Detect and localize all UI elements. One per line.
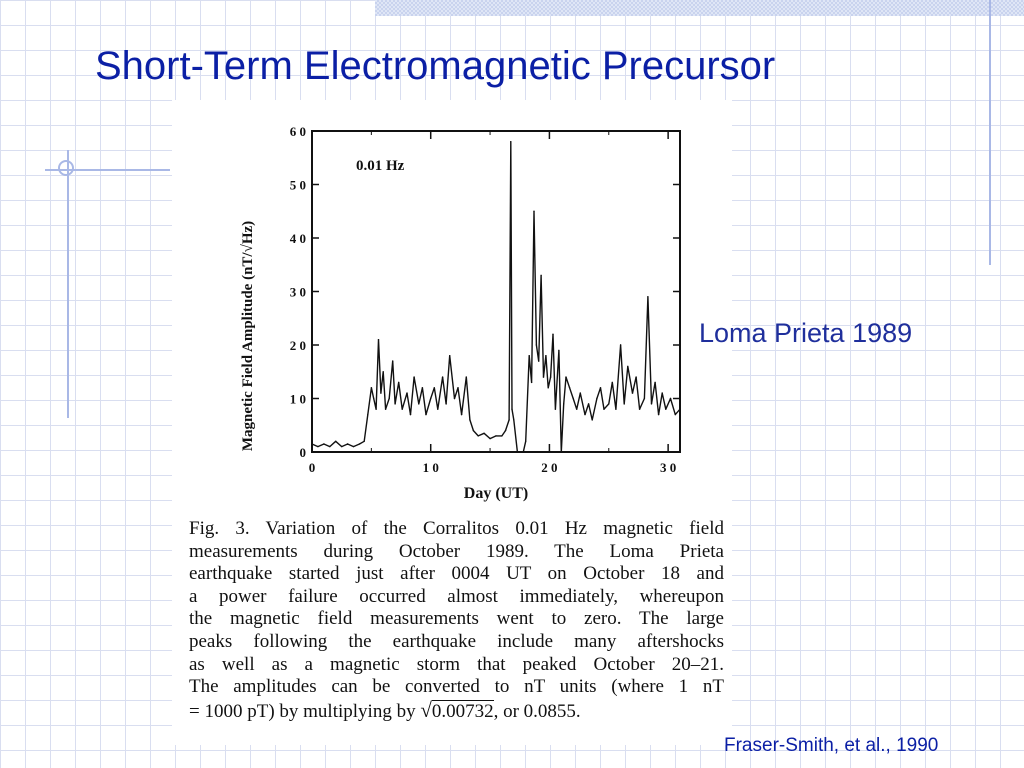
y-axis-label: Magnetic Field Amplitude (nT/√Hz): [240, 220, 256, 452]
data-point: [552, 334, 553, 335]
y-tick-label: 5 0: [289, 177, 306, 193]
caption-line: Fig. 3. Variation of the Corralitos 0.01 Hz magnetic field: [189, 518, 724, 539]
data-point: [359, 443, 360, 444]
series-line: [312, 142, 680, 452]
caption-last-line: [189, 699, 724, 724]
figure-caption: [189, 518, 724, 723]
data-point: [584, 414, 585, 415]
data-point: [434, 387, 435, 388]
data-point: [378, 339, 379, 340]
data-point: [317, 446, 318, 447]
data-point: [489, 438, 490, 439]
data-point: [413, 376, 414, 377]
data-point: [449, 355, 450, 356]
y-tick-label: 0: [299, 445, 306, 460]
data-point: [353, 446, 354, 447]
x-tick-label: 3 0: [660, 460, 677, 475]
caption-text: , or 0.0855.: [493, 700, 581, 722]
chart-ticks: [290, 124, 680, 475]
data-point: [329, 446, 330, 447]
data-point: [588, 403, 589, 404]
data-point: [536, 344, 537, 345]
data-point: [529, 355, 530, 356]
data-point: [425, 414, 426, 415]
data-point: [654, 382, 655, 383]
figure-panel: [172, 100, 732, 745]
data-point: [620, 344, 621, 345]
data-point: [635, 376, 636, 377]
data-point: [367, 414, 368, 415]
caption-line: measurements during October 1989. The Loma Prieta: [189, 540, 724, 562]
data-point: [540, 275, 541, 276]
y-tick-label: 2 0: [289, 338, 306, 353]
data-point: [402, 409, 403, 410]
data-point: [543, 376, 544, 377]
data-point: [437, 409, 438, 410]
chart-series: [311, 141, 680, 453]
data-point: [445, 403, 446, 404]
data-point: [389, 398, 390, 399]
data-point: [608, 403, 609, 404]
y-tick-label: 4 0: [289, 231, 306, 246]
data-point: [478, 435, 479, 436]
data-point: [569, 387, 570, 388]
data-point: [495, 435, 496, 436]
data-point: [392, 360, 393, 361]
data-point: [406, 392, 407, 393]
data-point: [323, 443, 324, 444]
data-point: [612, 382, 613, 383]
data-point: [600, 387, 601, 388]
x-tick-label: 1 0: [422, 460, 439, 475]
data-point: [576, 409, 577, 410]
x-tick-label: 0: [308, 460, 316, 475]
source-credit: Fraser-Smith, et al., 1990: [724, 735, 939, 756]
data-point: [662, 392, 663, 393]
frequency-annotation: 0.01 Hz: [356, 158, 405, 174]
y-tick-label: 6 0: [289, 124, 306, 139]
magnetic-field-chart: [172, 100, 732, 510]
slide-title: Short-Term Electromagnetic Precursor: [95, 44, 776, 88]
data-point: [422, 387, 423, 388]
data-point: [461, 414, 462, 415]
data-point: [517, 451, 518, 452]
data-point: [510, 141, 511, 142]
caption-text: = 1000 pT) by multiplying by: [189, 700, 421, 722]
data-point: [548, 387, 549, 388]
data-point: [505, 430, 506, 431]
data-point: [647, 296, 648, 297]
data-point: [380, 392, 381, 393]
data-point: [523, 451, 524, 452]
data-point: [383, 371, 384, 372]
caption-line: the magnetic field measurements went to zero. The large: [189, 608, 724, 630]
data-point: [533, 211, 534, 212]
data-point: [311, 443, 312, 444]
data-point: [565, 376, 566, 377]
data-point: [624, 403, 625, 404]
data-point: [538, 360, 539, 361]
caption-line: as well as a magnetic storm that peaked October 20–21.: [189, 653, 724, 675]
data-point: [545, 355, 546, 356]
data-point: [603, 409, 604, 410]
data-point: [558, 350, 559, 351]
data-point: [394, 403, 395, 404]
data-point: [555, 409, 556, 410]
caption-line: earthquake started just after 0004 UT on October 18 and: [189, 563, 724, 585]
data-point: [513, 419, 514, 420]
data-point: [375, 409, 376, 410]
data-point: [454, 398, 455, 399]
data-point: [442, 376, 443, 377]
sqrt-value: 0.00732: [431, 700, 494, 722]
data-point: [632, 392, 633, 393]
data-point: [347, 443, 348, 444]
event-label: Loma Prieta 1989: [699, 318, 913, 348]
data-point: [398, 382, 399, 383]
data-point: [457, 387, 458, 388]
data-point: [665, 409, 666, 410]
data-point: [679, 409, 680, 410]
data-point: [373, 398, 374, 399]
data-point: [675, 414, 676, 415]
data-point: [473, 430, 474, 431]
y-tick-label: 1 0: [289, 391, 306, 407]
data-point: [385, 409, 386, 410]
data-point: [501, 435, 502, 436]
decorative-circle-icon: [58, 160, 74, 176]
data-point: [341, 446, 342, 447]
data-point: [531, 382, 532, 383]
data-point: [670, 398, 671, 399]
data-point: [525, 441, 526, 442]
right-decorative-line: [989, 0, 991, 265]
data-point: [418, 403, 419, 404]
caption-line: The amplitudes can be converted to nT units (where 1 nT: [189, 676, 724, 698]
data-point: [430, 398, 431, 399]
data-point: [580, 392, 581, 393]
data-point: [364, 441, 365, 442]
caption-line: peaks following the earthquake include many aftershocks: [189, 630, 724, 652]
data-point: [508, 419, 509, 420]
x-tick-label: 2 0: [541, 460, 558, 475]
data-point: [627, 366, 628, 367]
data-point: [335, 441, 336, 442]
data-point: [573, 398, 574, 399]
sqrt-icon: √: [420, 697, 432, 722]
data-point: [658, 414, 659, 415]
y-tick-label: 3 0: [289, 284, 306, 300]
x-axis-label: Day (UT): [463, 485, 529, 502]
data-point: [371, 387, 372, 388]
data-point: [615, 409, 616, 410]
data-point: [563, 403, 564, 404]
data-point: [644, 398, 645, 399]
data-point: [561, 451, 562, 452]
data-point: [651, 403, 652, 404]
data-point: [483, 433, 484, 434]
data-point: [639, 409, 640, 410]
data-point: [596, 398, 597, 399]
data-point: [550, 376, 551, 377]
data-point: [511, 409, 512, 410]
sqrt-expression: [420, 699, 493, 724]
data-point: [410, 414, 411, 415]
caption-line: a power failure occurred almost immediately, whereupon: [189, 585, 724, 607]
data-point: [592, 419, 593, 420]
top-decorative-bar: [375, 0, 1024, 16]
data-point: [466, 376, 467, 377]
data-point: [469, 419, 470, 420]
left-decorative-vertical-line: [67, 150, 69, 418]
